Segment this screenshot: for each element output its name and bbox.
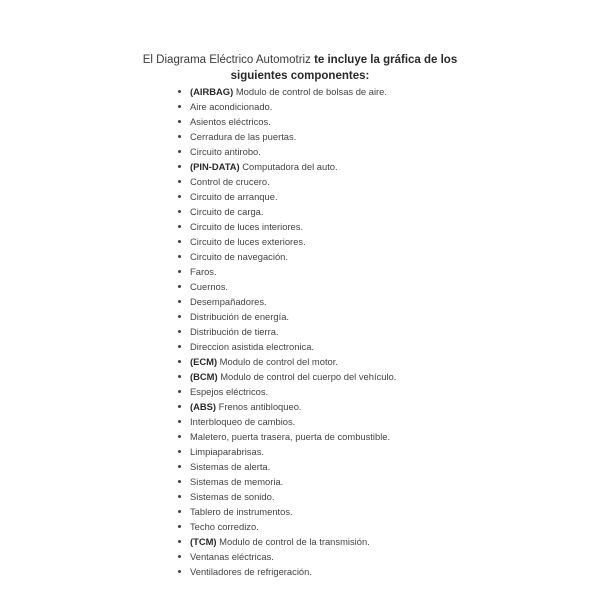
- component-code: (AIRBAG): [190, 86, 234, 97]
- list-item: [190, 204, 550, 219]
- list-item: [190, 219, 550, 234]
- component-label: Circuito de luces exteriores.: [190, 236, 306, 247]
- list-item: [190, 519, 550, 534]
- list-item: [190, 414, 550, 429]
- component-label: Frenos antibloqueo.: [216, 401, 302, 412]
- component-label: Sistemas de memoria.: [190, 476, 284, 487]
- list-item: [190, 324, 550, 339]
- list-item: [190, 144, 550, 159]
- component-label: Cuernos.: [190, 281, 229, 292]
- component-label: Techo corredizo.: [190, 521, 259, 532]
- component-label: Computadora del auto.: [239, 161, 338, 172]
- list-item: [190, 114, 550, 129]
- intro-paragraph: [120, 52, 480, 84]
- list-item: [190, 444, 550, 459]
- list-item: [190, 489, 550, 504]
- list-item: [190, 549, 550, 564]
- component-label: Direccion asistida electronica.: [190, 341, 315, 352]
- component-label: Cerradura de las puertas.: [190, 131, 297, 142]
- component-label: Distribución de tierra.: [190, 326, 279, 337]
- list-item: [190, 354, 550, 369]
- component-label: Faros.: [190, 266, 217, 277]
- component-code: (ECM): [190, 356, 218, 367]
- component-label: Desempañadores.: [190, 296, 267, 307]
- intro-bold-text: te incluye la gráfica de los siguientes componentes:: [230, 53, 458, 82]
- list-item: [190, 339, 550, 354]
- list-item: [190, 399, 550, 414]
- list-item: [190, 429, 550, 444]
- component-label: Maletero, puerta trasera, puerta de combustible.: [190, 431, 391, 442]
- list-item: [190, 309, 550, 324]
- intro-normal-text: El Diagrama Eléctrico Automotriz: [142, 53, 315, 66]
- list-item: [190, 159, 550, 174]
- list-item: [190, 189, 550, 204]
- list-item: [190, 369, 550, 384]
- list-item: [190, 504, 550, 519]
- component-label: Circuito de luces interiores.: [190, 221, 304, 232]
- list-item: [190, 534, 550, 549]
- list-item: [190, 474, 550, 489]
- component-label: Modulo de control de bolsas de aire.: [233, 86, 387, 97]
- component-label: Tablero de instrumentos.: [190, 506, 293, 517]
- list-item: [190, 234, 550, 249]
- component-code: (PIN-DATA): [190, 161, 240, 172]
- component-label: Interbloqueo de cambios.: [190, 416, 296, 427]
- list-item: [190, 384, 550, 399]
- component-code: (BCM): [190, 371, 218, 382]
- component-label: Modulo de control de la transmisión.: [216, 536, 370, 547]
- list-item: [190, 564, 550, 579]
- list-item: [190, 279, 550, 294]
- component-label: Ventanas eléctricas.: [190, 551, 274, 562]
- list-item: [190, 84, 550, 99]
- component-label: Asientos eléctricos.: [190, 116, 271, 127]
- component-label: Distribución de energía.: [190, 311, 290, 322]
- list-item: [190, 129, 550, 144]
- component-label: Ventiladores de refrigeración.: [190, 566, 312, 577]
- component-list: [190, 84, 550, 579]
- component-label: Sistemas de alerta.: [190, 461, 271, 472]
- list-item: [190, 264, 550, 279]
- list-item: [190, 99, 550, 114]
- component-label: Modulo de control del motor.: [217, 356, 338, 367]
- component-label: Control de crucero.: [190, 176, 270, 187]
- list-item: [190, 459, 550, 474]
- component-label: Circuito de carga.: [190, 206, 264, 217]
- component-code: (ABS): [190, 401, 217, 412]
- component-label: Circuito de arranque.: [190, 191, 278, 202]
- component-code: (TCM): [190, 536, 217, 547]
- list-item: [190, 294, 550, 309]
- component-label: Circuito de navegación.: [190, 251, 288, 262]
- component-label: Sistemas de sonido.: [190, 491, 275, 502]
- component-label: Aire acondicionado.: [190, 101, 273, 112]
- component-label: Circuito antirobo.: [190, 146, 261, 157]
- list-item: [190, 174, 550, 189]
- component-label: Limpiaparabrisas.: [190, 446, 264, 457]
- list-item: [190, 249, 550, 264]
- component-label: Espejos eléctricos.: [190, 386, 269, 397]
- component-label: Modulo de control del cuerpo del vehículo.: [217, 371, 397, 382]
